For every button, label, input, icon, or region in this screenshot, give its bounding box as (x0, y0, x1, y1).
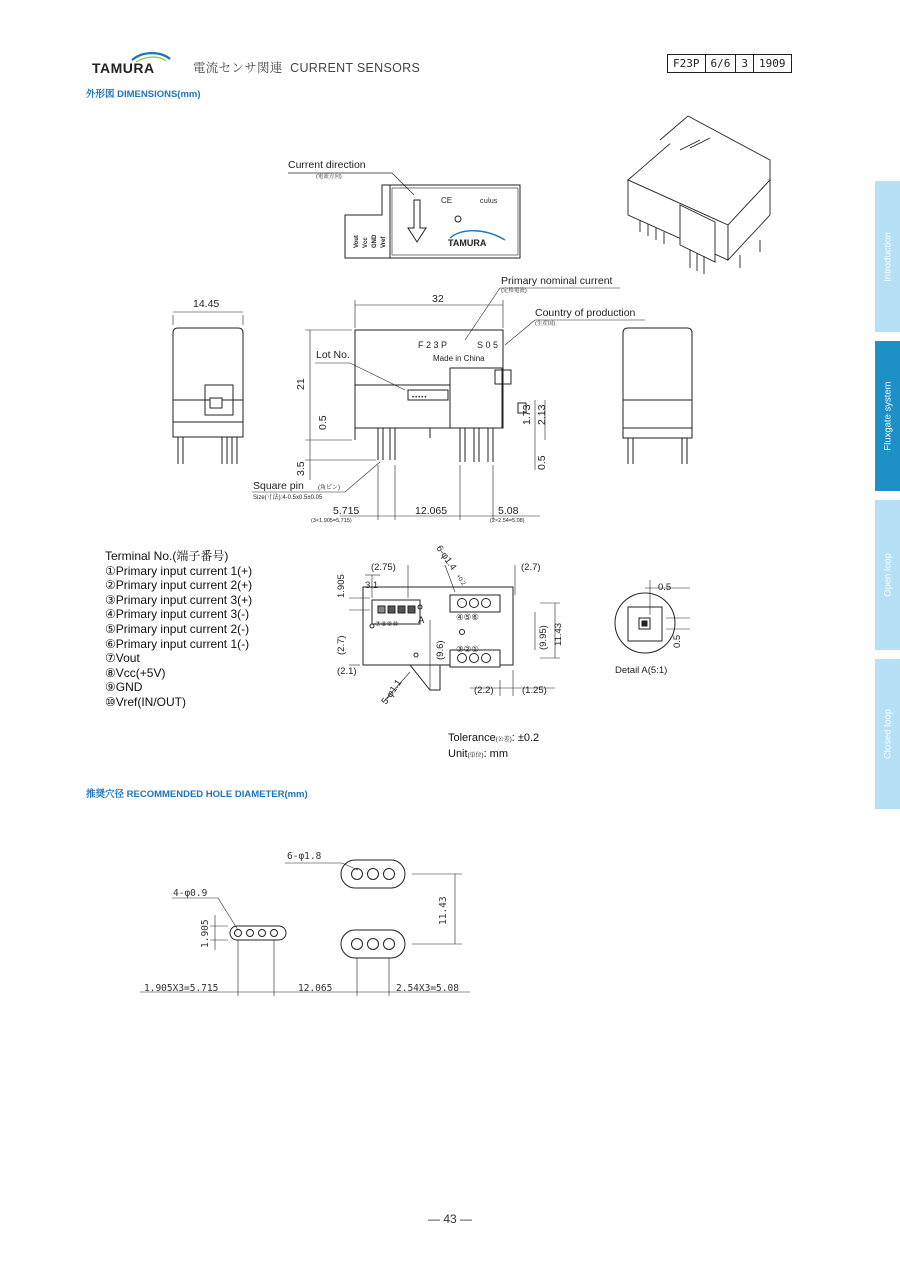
unit-label: Unit (448, 748, 468, 760)
section-dimensions-title: 外形図 DIMENSIONS(mm) (86, 89, 201, 100)
terminal-item: ①Primary input current 1(+) (105, 563, 253, 578)
doc-id-rev: 3 (736, 55, 754, 72)
top-view (288, 173, 520, 258)
detail-label: Detail A(5:1) (615, 665, 668, 676)
terminal-title: Terminal No.(端子番号) (105, 549, 229, 563)
category-jp: 電流センサ関連 (193, 61, 283, 75)
side-view-left (173, 312, 243, 464)
bot-27a: (2.7) (336, 635, 347, 655)
label-square-pin: Square pin (253, 480, 304, 492)
pin-label-gnd: GND (372, 234, 378, 248)
tab-open-loop[interactable]: Open loop (875, 500, 900, 650)
dim-05b: 0.5 (536, 455, 548, 470)
unit-label-jp: (単位) (467, 753, 484, 759)
detail-05a: 0.5 (658, 582, 672, 593)
terminal-item: ⑩Vref(IN/OUT) (105, 694, 186, 709)
pin-label-vout: Vout (354, 235, 360, 248)
label-country-jp: (生産国) (535, 321, 556, 327)
doc-id-model: F23P (668, 55, 706, 72)
pin-label-vcc: Vcc (363, 237, 369, 248)
terminal-item: ③Primary input current 3(+) (105, 592, 253, 607)
bot-a: A (418, 615, 425, 626)
dim-35: 3.5 (295, 461, 307, 476)
svg-text:CE: CE (441, 196, 453, 205)
label-current-direction-jp: (電流方向) (316, 174, 342, 180)
dim-5715-note: (3×1.905=5.715) (311, 518, 352, 524)
made-in: Made in China (433, 354, 485, 363)
terminal-item: ⑥Primary input current 1(-) (105, 636, 250, 651)
terminal-item: ⑨GND (105, 680, 143, 695)
bottom-view (349, 565, 560, 700)
tab-fluxgate-system[interactable]: Fluxgate system (875, 341, 900, 491)
hole-dim-right: 2.54X3=5.08 (396, 983, 459, 994)
label-square-pin-size: Size(寸法):4-0.5x0.5±0.05 (253, 495, 323, 501)
side-view-right (623, 328, 692, 464)
dim-508-note: (2×2.54=5.08) (490, 518, 525, 524)
dim-05: 0.5 (317, 415, 329, 430)
tolerance-label-jp: (公差) (495, 737, 512, 743)
unit-value: : mm (483, 748, 509, 760)
terminal-list (105, 549, 252, 710)
tab-closed-loop[interactable]: Closed loop (875, 659, 900, 809)
bot-1905: 1.905 (336, 574, 347, 598)
label-current-direction: Current direction (288, 159, 366, 171)
dim-depth: 14.45 (193, 298, 220, 310)
label-square-pin-jp: (角ピン) (318, 485, 340, 491)
terminal-item: ④Primary input current 3(-) (105, 607, 250, 622)
tolerance-value: : ±0.2 (511, 732, 540, 744)
hole-pitch-1905: 1.905 (200, 919, 211, 948)
tolerance-label: Tolerance (448, 732, 496, 744)
isometric-view (628, 116, 770, 274)
terminal-item: ⑦Vout (105, 651, 140, 666)
model-suffix: S 0 5 (477, 340, 499, 350)
hole-diagram (140, 860, 470, 996)
bot-holes5: 5-φ1.1 (379, 677, 405, 707)
terminal-item: ⑤Primary input current 2(-) (105, 621, 250, 636)
hole-dim-left: 1.905X3=5.715 (144, 983, 219, 994)
bot-pins-bottom: ③②① (456, 644, 479, 654)
bot-275: (2.75) (371, 562, 396, 573)
bot-pins-top: ④⑤⑥ (456, 612, 479, 622)
category-en: CURRENT SENSORS (290, 61, 421, 75)
page-number: — 43 — (427, 1212, 472, 1226)
label-primary-nominal-jp: (定格電流) (501, 288, 527, 294)
dim-height: 21 (295, 378, 307, 390)
bot-1143: 11.43 (553, 622, 564, 646)
bot-995: (9.95) (538, 625, 549, 650)
model-print: F 2 3 P (418, 340, 448, 350)
svg-text:TAMURA: TAMURA (448, 238, 487, 248)
hole-large-label: 6-φ1.8 (287, 851, 322, 862)
label-lot-no: Lot No. (316, 349, 350, 361)
tolerance-note (448, 731, 539, 763)
pin-label-vref: Vref (381, 236, 387, 248)
doc-id-date: 1909 (759, 57, 786, 70)
doc-id-page: 6/6 (706, 55, 737, 72)
detail-05b: 0.5 (672, 634, 683, 648)
dim-5715: 5.715 (333, 505, 360, 517)
dim-width: 32 (432, 293, 444, 305)
label-primary-nominal: Primary nominal current (501, 275, 613, 287)
dim-508: 5.08 (498, 505, 519, 517)
label-country: Country of production (535, 307, 636, 319)
dim-173: 1.73 (521, 404, 533, 425)
bot-holes6-tol: +0.2 (454, 573, 467, 587)
bot-signal-pins: ⑦⑧⑨⑩ (375, 621, 399, 628)
bot-125: (1.25) (522, 685, 547, 696)
bot-96: (9.6) (435, 640, 446, 660)
logo-text: TAMURA (92, 60, 155, 76)
svg-text:•••••: ••••• (412, 395, 428, 401)
bot-21: (2.1) (337, 666, 357, 677)
hole-dim-mid: 12.065 (298, 983, 333, 994)
hole-dim-1143: 11.43 (438, 896, 449, 925)
tab-introduction[interactable]: Introduction (875, 181, 900, 332)
dim-12065: 12.065 (415, 505, 448, 517)
bot-22: (2.2) (474, 685, 494, 696)
front-view (252, 288, 645, 520)
bot-27b: (2.7) (521, 562, 541, 573)
bot-holes6: 6-φ1.4 (433, 543, 459, 573)
section-hole-title: 推奨穴径 RECOMMENDED HOLE DIAMETER(mm) (86, 789, 308, 800)
svg-text:c𝗎𝗅us: c𝗎𝗅us (480, 198, 498, 205)
terminal-item: ⑧Vcc(+5V) (105, 665, 166, 680)
terminal-item: ②Primary input current 2(+) (105, 578, 253, 593)
hole-small-label: 4-φ0.9 (173, 888, 208, 899)
bot-31: 3.1 (365, 580, 379, 591)
dim-213: 2.13 (536, 404, 548, 425)
